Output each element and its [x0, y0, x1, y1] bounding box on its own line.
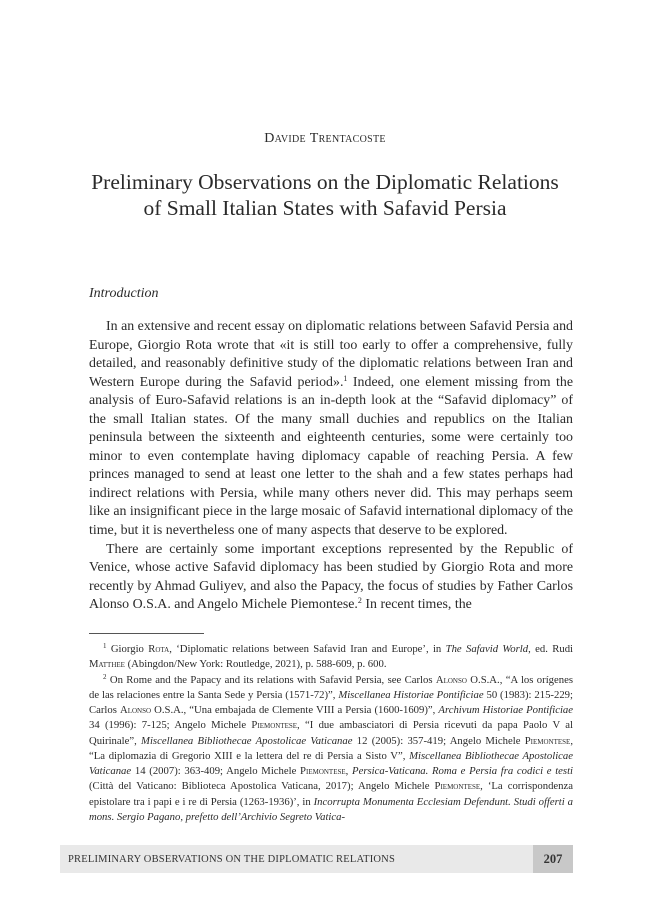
paragraph-2: There are certainly some important exceptions represented by the Republic of Venice, whose active Safavid diplomacy has been studied by Giorgio Rota and more recently by Ahmad Guliyev, and also the Papacy, the focus of studies by Father Carlos Alonso O.S.A. and Angelo Michele Piemontese.$^2$ In recent times, the: [89, 541, 573, 613]
body-text: [89, 318, 573, 615]
page-number: 207: [533, 845, 573, 873]
paragraph-1: In an extensive and recent essay on diplomatic relations between Safavid Persia and Europe, Giorgio Rota wrote that «it is still too early to offer a comprehensive, fully detailed, and reasonably definitive study of the diplomatic relations between Iran and Western Europe during the Safavid period».$^1$ Indeed, one element missing from the analysis of Euro-Safavid relations is an in-depth look at the “Safavid diplomacy” of the small Italian states. Of the many small duchies and republics on the Italian peninsula between the sixteenth and eighteenth centuries, some were certainly too minor to even contemplate having diplomacy capable of reaching Persia. A few princes managed to send at least one letter to the shah and a few states perhaps had indirect relations with Persia, while many others never did. This may perhaps seem like an insignificant piece in the large mosaic of Safavid international diplomacy of the time, but it is nevertheless one of many aspects that deserve to be explored.: [89, 319, 573, 539]
article-title: [90, 169, 560, 221]
page-footer: [60, 845, 573, 873]
footnote-1: $^1$ Giorgio Rota, ‘Diplomatic relations between Safavid Iran and Europe’, in The Safavid World, ed. Rudi Matthee (Abingdon/New York: Routledge, 2021), p. 588-609, p. 600.: [89, 642, 573, 671]
section-heading: Introduction: [89, 286, 159, 301]
footnote-2: $^2$ On Rome and the Papacy and its relations with Safavid Persia, see Carlos Alonso O.S.A., “A los orígenes de las relaciones entre la Santa Sede y Persia (1571-72)”, Miscellanea Historiae Pontificiae 50 (1983): 215-229; Carlos Alonso O.S.A., “Una embajada de Clemente VIII a Persia (1600-1609)”, Archivum Historiae Pontificiae 34 (1996): 7-125; Angelo Michele Piemontese, “I due ambasciatori di Persia ricevuti da papa Paolo V al Quirinale”, Miscellanea Bibliothecae Apostolicae Vaticanae 12 (2005): 357-419; Angelo Michele Piemontese, “La diplomazia di Gregorio XIII e la lettera del re di Persia a Sisto V”, Miscellanea Bibliothecae Apostolicae Vaticanae 14 (2007): 363-409; Angelo Michele Piemontese, Persica-Vaticana. Roma e Persia fra codici e testi (Città del Vaticano: Biblioteca Apostolica Vaticana, 2017); Angelo Michele Piemontese, ‘La corrispondenza epistolare tra i papi e i re di Persia (1263-1936)’, in Incorrupta Monumenta Ecclesiam Defendunt. Studi offerti a mons. Sergio Pagano, prefetto dell’Archivio Segreto Vatica-: [89, 672, 573, 823]
footnote-ref-2[interactable]: 2: [357, 596, 362, 606]
author-first: Davide: [264, 131, 306, 146]
title-line-2: of Small Italian States with Safavid Persia: [143, 196, 507, 220]
footnotes: [89, 642, 573, 830]
running-head: PRELIMINARY OBSERVATIONS ON THE DIPLOMATIC RELATIONS: [68, 853, 396, 865]
author-last: Trentacoste: [309, 131, 386, 146]
title-line-1: Preliminary Observations on the Diplomatic Relations: [91, 170, 559, 194]
author-name: [0, 131, 650, 147]
footnote-ref-1[interactable]: 1: [343, 373, 348, 383]
footnote-divider: [89, 633, 204, 634]
